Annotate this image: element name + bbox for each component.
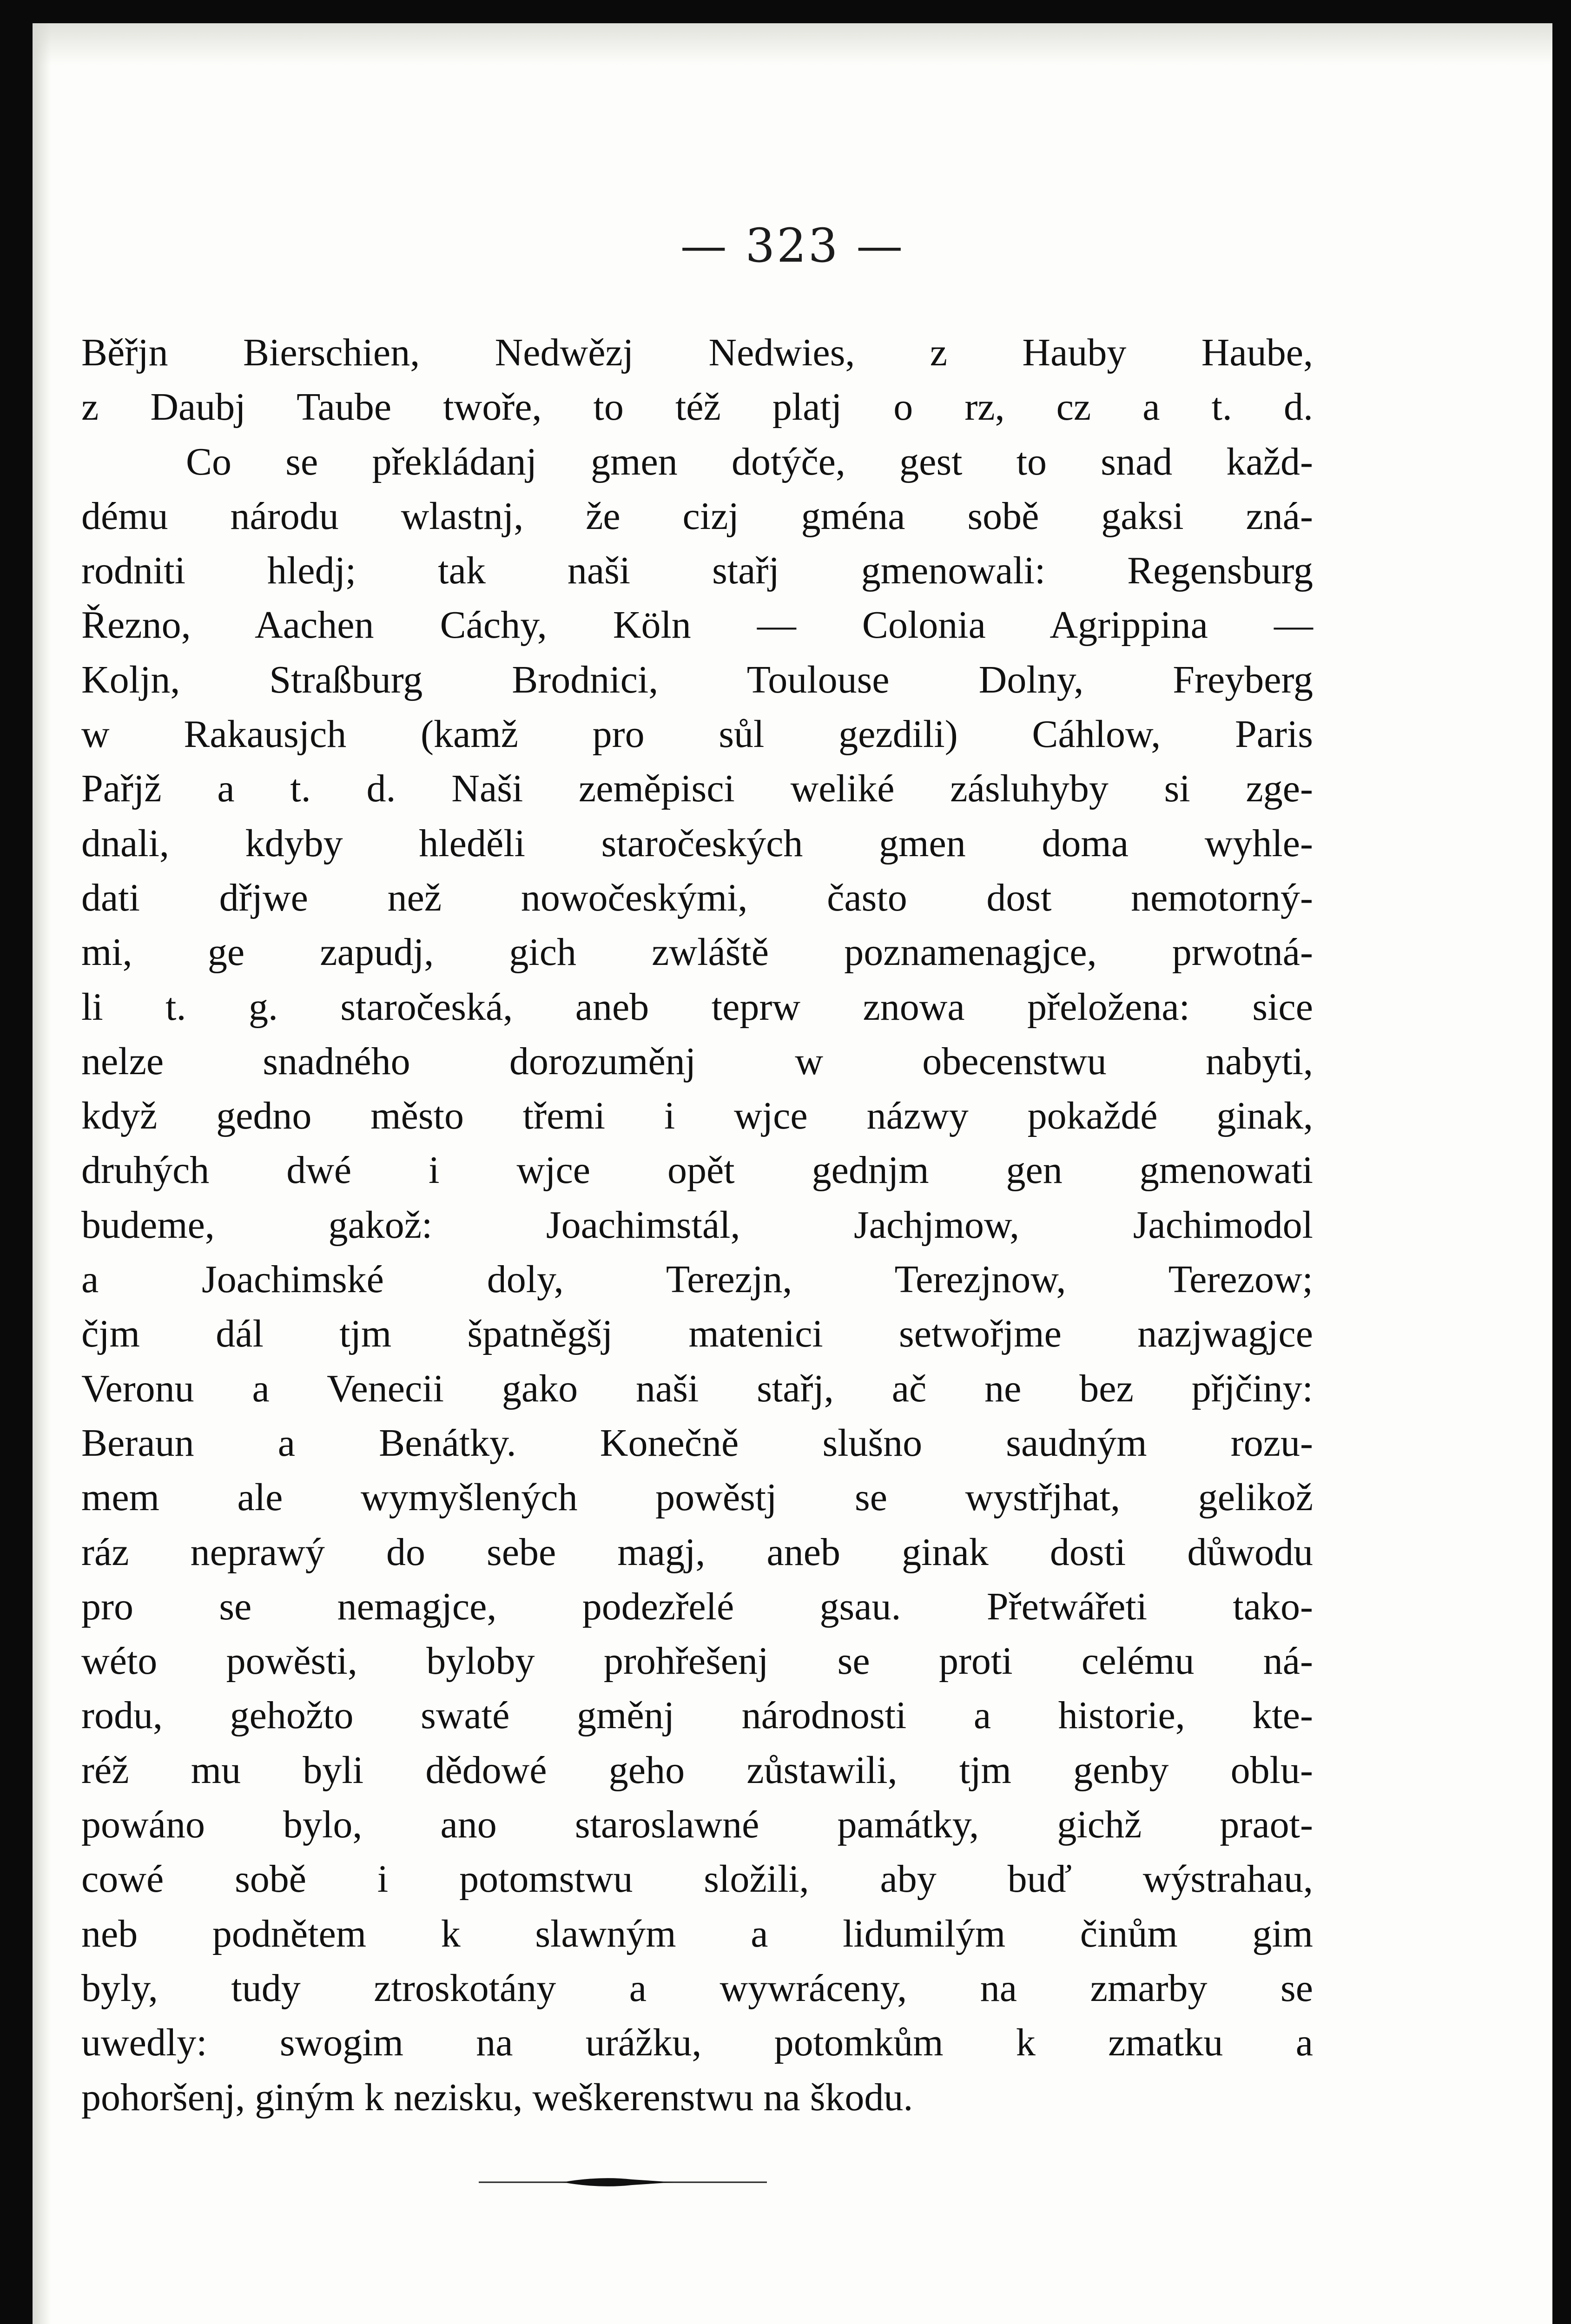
text-line: pohoršenj, giným k nezisku, weškerenstwu na škodu. [81,2075,913,2119]
text-line: rodu, gehožto swaté gměnj národnosti a historie, kte- [81,1694,1313,1737]
text-line: dému národu wlastnj, že cizj gména sobě gaksi zná- [81,494,1313,538]
text-line: rodniti hledj; tak naši stařj gmenowali: Regensburg [81,549,1313,593]
text-line: pro se nemagjce, podezřelé gsau. Přetwářeti tako- [81,1585,1313,1628]
text-line: powáno bylo, ano staroslawné památky, gichž praot- [81,1803,1313,1847]
text-line: Koljn, Straßburg Brodnici, Toulouse Dolny, Freyberg [81,658,1313,701]
text-line: čjm dál tjm špatněgšj matenici setwořjme nazjwagjce [81,1312,1313,1356]
text-line: uwedly: swogim na urážku, potomkům k zmatku a [81,2021,1313,2065]
body-text [81,325,1313,2125]
text-line: dnali, kdyby hleděli staročeských gmen doma wyhle- [81,821,1313,865]
text-line: Co se překládanj gmen dotýče, gest to snad každ- [186,440,1313,483]
text-line: mem ale wymyšlených powěstj se wystřjhat, gelikož [81,1476,1313,1519]
text-line: Běřjn Bierschien, Nedwězj Nedwies, z Hauby Haube, [81,331,1313,374]
text-line: cowé sobě i potomstwu složili, aby buď wýstrahau, [81,1857,1313,1901]
text-line: dati dřjwe než nowočeskými, často dost nemotorný- [81,876,1313,919]
text-line: réž mu byli dědowé geho zůstawili, tjm genby oblu- [81,1748,1313,1792]
text-line: Veronu a Venecii gako naši stařj, ač ne bez přjčiny: [81,1367,1313,1410]
text-line: wéto powěsti, byloby prohřešenj se proti celému ná- [81,1639,1313,1683]
text-line: neb podnětem k slawným a lidumilým činům gim [81,1912,1313,1955]
book-page [33,23,1552,2324]
rule-ornament-icon [479,2168,767,2196]
text-line: ráz neprawý do sebe magj, aneb ginak dosti důwodu [81,1530,1313,1574]
text-line: budeme, gakož: Joachimstál, Jachjmow, Jachimodol [81,1203,1313,1247]
text-line: Beraun a Benátky. Konečně slušno saudným rozu- [81,1421,1313,1465]
page-number-header: — 323 — [680,218,905,273]
text-line: když gedno město třemi i wjce názwy pokaždé ginak, [81,1094,1313,1138]
text-line: Řezno, Aachen Cáchy, Köln — Colonia Agrippina — [81,603,1313,647]
text-line: a Joachimské doly, Terezjn, Terezjnow, Terezow; [81,1258,1313,1301]
text-line: z Daubj Taube twoře, to též platj o rz, cz a t. d. [81,385,1313,429]
text-line: byly, tudy ztroskotány a wywráceny, na zmarby se [81,1966,1313,2010]
text-line: Pařjž a t. d. Naši zeměpisci weliké zásluhyby si zge- [81,767,1313,811]
text-line: nelze snadného dorozuměnj w obecenstwu nabyti, [81,1039,1313,1083]
text-line: li t. g. staročeská, aneb teprw znowa přeložena: sice [81,985,1313,1029]
text-line: druhých dwé i wjce opět gednjm gen gmenowati [81,1149,1313,1192]
text-line: mi, ge zapudj, gich zwláště poznamenagjce, prwotná- [81,931,1313,974]
text-line: w Rakausjch (kamž pro sůl gezdili) Cáhlow, Paris [81,713,1313,756]
